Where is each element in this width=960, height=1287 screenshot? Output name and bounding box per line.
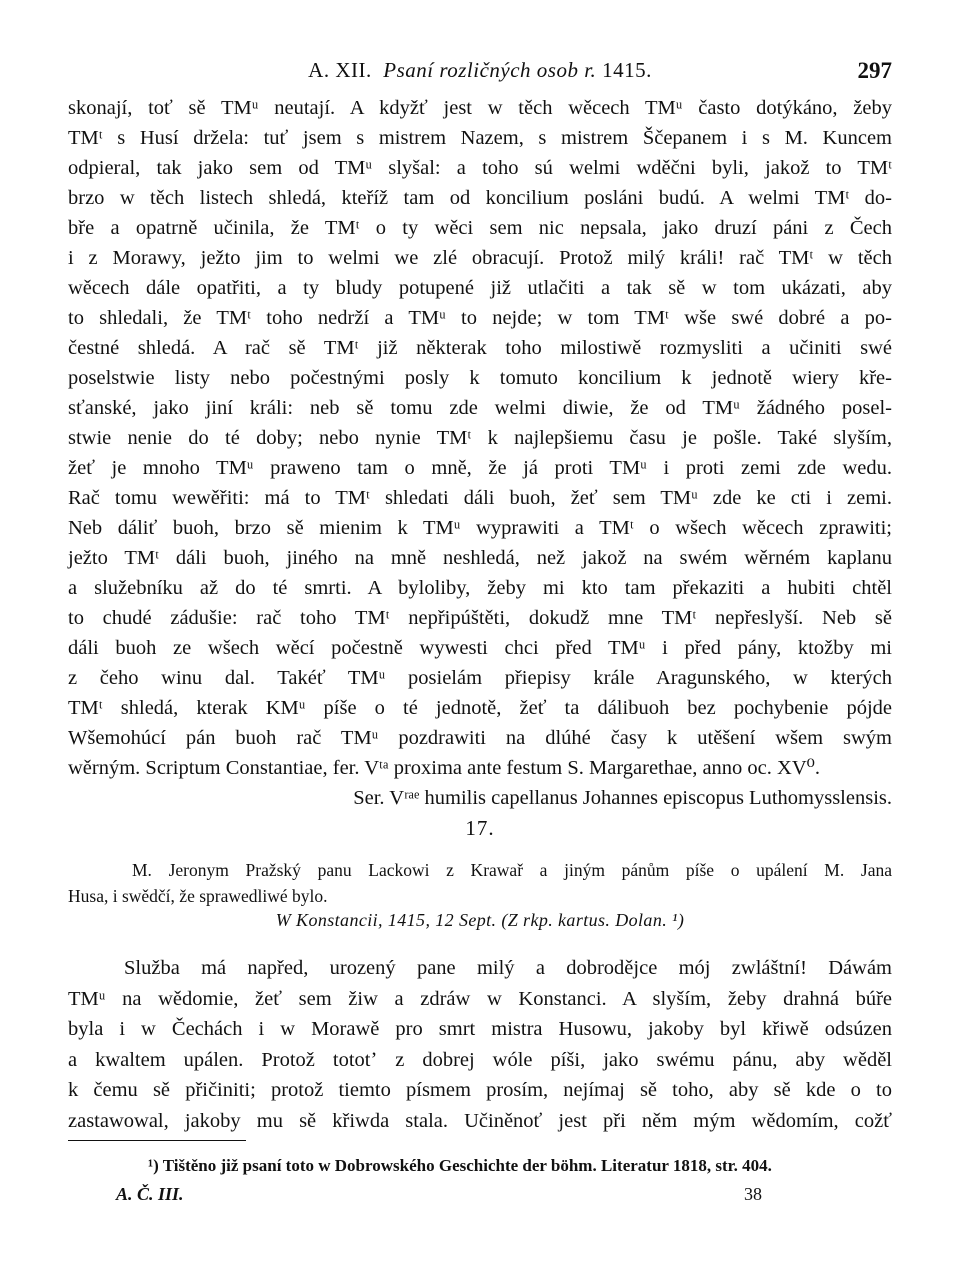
letter-line: to chudé zádušie: rač toho TMᵗ nepřipúštěti, dokudž mne TMᵗ nepřeslyší. Neb sě (68, 607, 892, 629)
letter-line: wěrným. Scriptum Constantiae, fer. Vᵗᵃ proxima ante festum S. Margarethae, anno oc. XV⁰. (68, 757, 820, 779)
letter-line: TMᵗ shledá, kterak KMᵘ píše o té jednotě, žeť ta dálibuoh bez pochybenie pójde (68, 697, 892, 719)
running-head-italic-title: Psaní rozličných osob r. (383, 58, 597, 82)
letter-line: a kwaltem upálen. Protož tototʼ z dobrej wóle píši, jako swému pánu, aby wěděl (68, 1048, 892, 1071)
letter-line: to shledali, že TMᵗ toho nedrží a TMᵘ to nejde; w tom TMᵗ wše swé dobré a po- (68, 307, 892, 329)
document-number: 17. (465, 816, 495, 840)
letter-line: skonají, toť sě TMᵘ neutají. A kdyžť jest w těch wěcech TMᵘ často dotýkáno, žeby (68, 97, 892, 119)
sheet-number: 38 (744, 1184, 762, 1204)
letter-line: a služebníku až do té smrti. A byloliby, žeby mi kto tam překaziti a hubiti chtěl (68, 577, 892, 599)
letter-line: zastawowal, jakoby mu sě křiwda stala. Učiněnoť jest při něm mým wědomím, cožť (68, 1109, 892, 1132)
letter-line: i z Morawy, ježto jim to welmi we zlé obracují. Protož milý králi! rač TMᵗ w těch (68, 247, 892, 269)
letter-17-body (68, 953, 892, 1136)
footnote-marker: ¹) (148, 1156, 159, 1175)
letter-line: Wšemohúcí pán buoh rač TMᵘ pozdrawiti na dlúhé časy k utěšení wšem swým (68, 727, 892, 749)
letter-body (68, 93, 892, 813)
letter-line: bře a opatrně učinila, že TMᵗ o ty wěci sem nic nepsala, jako druzí páni z Čech (68, 217, 892, 239)
regest-line: Husa, i swědčí, že sprawedliwé bylo. (68, 886, 328, 906)
letter-line: čestné shledá. A rač sě TMᵗ již některak toho milostiwě rozmysliti a učiniti swé (68, 337, 892, 359)
footnote-text: Tištěno již psaní toto w Dobrowského Geschichte der böhm. Literatur 1818, str. 404. (162, 1156, 772, 1175)
printer-signature: A. Č. III. (116, 1184, 184, 1204)
regest-line: M. Jeronym Pražský panu Lackowi z Krawař a jiným pánům píše o upálení M. Jana (132, 860, 892, 880)
page-number: 297 (857, 58, 892, 83)
running-head-section: A. XII. (308, 58, 372, 82)
letter-line: brzo w těch listech shledá, kteříž tam od koncilium posláni budú. A welmi TMᵗ do- (68, 187, 892, 209)
letter-line: Služba má napřed, urozený pane milý a dobrodějce mój zwláštní! Dáwám (124, 957, 892, 979)
letter-line: dáli buoh ze wšech wěcí počestně wywesti chci před TMᵘ i před pány, ktožby mi (68, 637, 892, 659)
letter-line: k čemu sě přičiniti; protož tiemto písmem prosím, nejímaj sě toho, aby sě kde o to (68, 1079, 892, 1101)
letter-signature-line: Ser. Vʳᵃᵉ humilis capellanus Johannes episcopus Luthomysslensis. (353, 787, 892, 809)
running-head-title (68, 58, 892, 83)
letter-line: TMᵘ na wědomie, žeť sem žiw a zdráw w Konstanci. A slyším, žeby drahná búře (68, 987, 892, 1010)
letter-line: ježto TMᵗ dáli buoh, jiného na mně neshledá, než jakož na swém wěrném kaplanu (68, 547, 892, 569)
letter-line: sťanské, jako jiní králi: neb sě tomu zde welmi diwie, že od TMᵘ žádného posel- (68, 397, 892, 419)
letter-line: wěcech dále opatřiti, a ty bludy potupené již utlačiti a tak sě w tom ukázati, aby (68, 277, 892, 299)
letter-line: odpieral, tak jako sem od TMᵘ slyšal: a toho sú welmi wděčni byli, jakož to TMᵗ (68, 157, 892, 179)
letter-line: z čeho winu dal. Takéť TMᵘ posielám přiepisy krále Aragunského, w kterých (68, 667, 892, 689)
letter-line: stwie nenie do té doby; nebo nynie TMᵗ k najlepšiemu času je pošle. Také slyším, (68, 427, 892, 449)
letter-line: poselstwie listy nebo počestnými posly k tomuto koncilium k jednotě wiery kře- (68, 367, 892, 389)
letter-line: byla i w Čechách i w Morawě pro smrt mistra Husowu, jakoby byl křiwě odsúzen (68, 1018, 892, 1040)
letter-line: Rač tomu wewěřiti: má to TMᵗ shledati dáli buoh, žeť sem TMᵘ zde ke cti i zemi. (68, 487, 892, 509)
letter-line: Neb dáliť buoh, brzo sě mienim k TMᵘ wyprawiti a TMᵗ o wšech wěcech zprawiti; (68, 517, 892, 539)
footnote-rule (68, 1140, 246, 1141)
letter-line: žeť je mnoho TMᵘ praweno tam o mně, že já proti TMᵘ i proti zemi zde wedu. (68, 457, 892, 479)
regest (68, 857, 892, 909)
letter-line: TMᵗ s Husí držela: tuť jsem s mistrem Nazem, s mistrem Ščepanem i s M. Kuncem (68, 127, 892, 149)
running-head (68, 58, 892, 88)
footnote (148, 1153, 892, 1179)
dateline: W Konstancii, 1415, 12 Sept. (Z rkp. kartus. Dolan. ¹) (275, 910, 685, 930)
running-head-year: 1415. (602, 58, 652, 82)
